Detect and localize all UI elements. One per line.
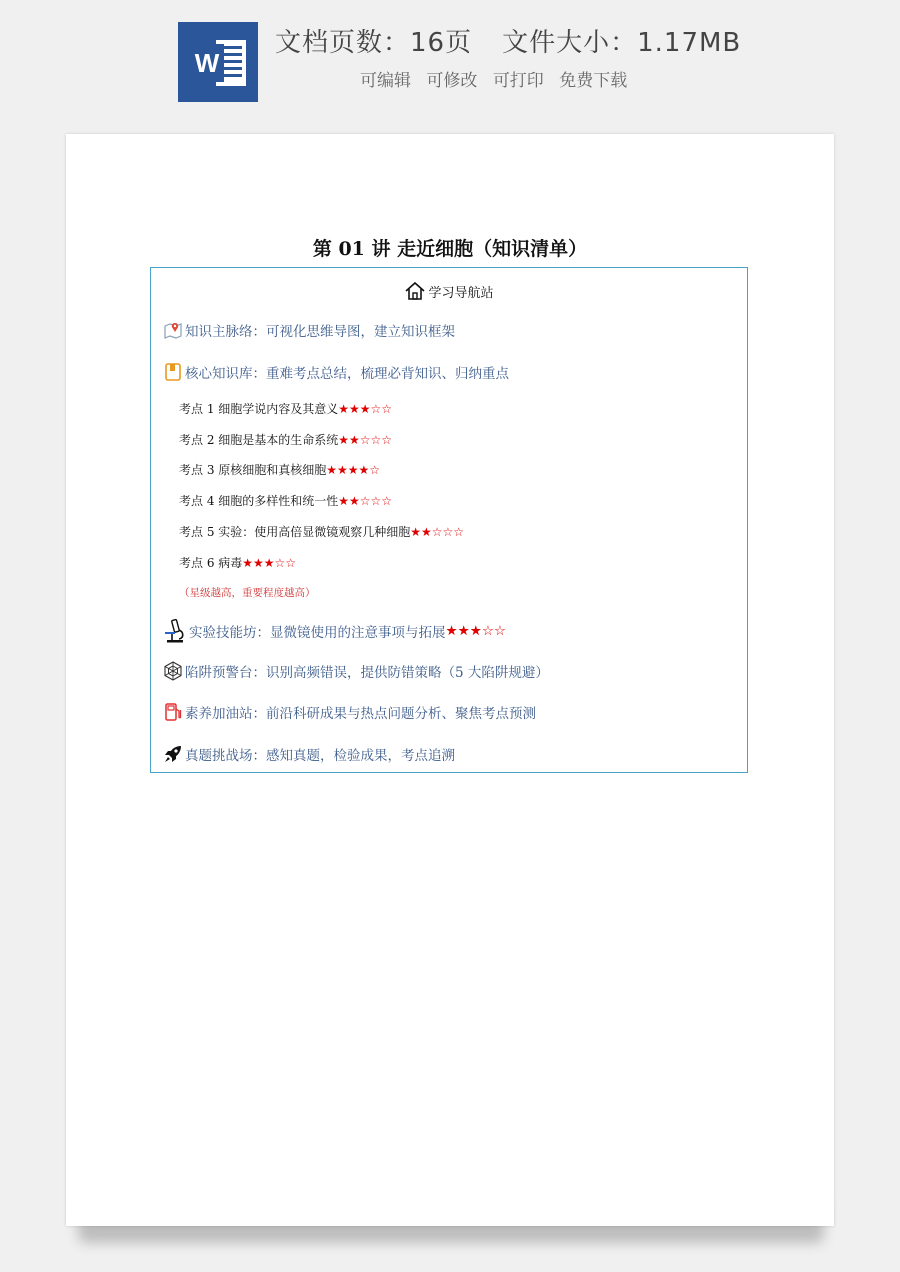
keypoint-text: 考点 3 原核细胞和真核细胞	[179, 463, 327, 477]
navigation-box	[150, 267, 748, 773]
keypoint-5	[179, 523, 464, 540]
mindmap-desc: 可视化思维导图，建立知识框架	[266, 324, 455, 340]
rating-stars-empty: ☆☆☆	[359, 493, 393, 508]
feature-free-download: 免费下载	[559, 71, 628, 91]
web-icon	[163, 661, 183, 681]
keypoint-3	[179, 461, 380, 478]
nav-title: 学习导航站	[428, 285, 494, 301]
rating-stars-filled: ★★	[338, 493, 360, 508]
fuel-icon	[163, 702, 183, 722]
literacy-desc: 前沿科研成果与热点问题分析、聚焦考点预测	[266, 706, 536, 722]
keypoint-2	[179, 431, 392, 448]
mindmap-label: 知识主脉络：	[185, 324, 266, 340]
word-icon	[178, 22, 258, 102]
rocket-icon	[163, 744, 183, 764]
exam-label: 真题挑战场：	[185, 748, 266, 764]
microscope-icon	[163, 618, 187, 644]
document-title: 第 01 讲 走近细胞（知识清单）	[312, 238, 588, 260]
rating-stars-empty: ☆☆	[370, 401, 393, 416]
keypoint-text: 考点 1 细胞学说内容及其意义	[179, 402, 339, 416]
map-pin-icon	[163, 320, 183, 340]
home-icon	[404, 281, 426, 301]
keypoint-text: 考点 2 细胞是基本的生命系统	[179, 433, 339, 447]
exam-desc: 感知真题，检验成果，考点追溯	[266, 748, 455, 764]
feature-editable: 可编辑	[360, 71, 411, 91]
file-meta	[275, 22, 835, 58]
document-page	[66, 134, 834, 1226]
lab-label: 实验技能坊：	[189, 625, 270, 641]
rating-stars-empty: ☆	[369, 462, 381, 477]
keypoint-text: 考点 4 细胞的多样性和统一性	[179, 494, 339, 508]
star-note: （星级越高，重要程度越高）	[179, 587, 316, 599]
keypoint-4	[179, 492, 392, 509]
keypoint-1	[179, 400, 392, 417]
rating-stars-empty: ☆☆☆	[359, 432, 393, 447]
page-count: 文档页数：16页	[275, 28, 473, 58]
lab-desc: 显微镜使用的注意事项与拓展	[270, 625, 446, 641]
rating-stars-empty: ☆☆	[481, 623, 507, 639]
rating-stars-empty: ☆☆	[274, 555, 297, 570]
literacy-label: 素养加油站：	[185, 706, 266, 722]
feature-modifiable: 可修改	[426, 71, 478, 91]
core-label: 核心知识库：	[185, 366, 266, 382]
keypoint-text: 考点 5 实验：使用高倍显微镜观察几种细胞	[179, 525, 411, 539]
section-lab	[163, 618, 506, 644]
feature-list	[360, 66, 637, 90]
core-desc: 重难考点总结，梳理必背知识、归纳重点	[266, 366, 509, 382]
book-icon	[163, 362, 183, 382]
section-core	[163, 362, 509, 382]
rating-stars-filled: ★★★	[445, 623, 482, 639]
rating-stars-empty: ☆☆☆	[431, 524, 465, 539]
trap-label: 陷阱预警台：	[185, 665, 266, 681]
rating-stars-filled: ★★★	[242, 555, 275, 570]
keypoint-text: 考点 6 病毒	[179, 556, 243, 570]
svg-text:W: W	[194, 48, 220, 78]
section-mindmap	[163, 320, 455, 340]
rating-stars-filled: ★★★	[338, 401, 371, 416]
section-literacy	[163, 702, 536, 722]
nav-heading	[151, 278, 747, 304]
file-size: 文件大小：1.17MB	[502, 28, 742, 58]
rating-stars-filled: ★★★★	[326, 462, 370, 477]
section-exam	[163, 744, 455, 764]
download-header	[0, 0, 900, 120]
rating-stars-filled: ★★	[410, 524, 432, 539]
trap-desc: 识别高频错误，提供防错策略（5 大陷阱规避）	[266, 665, 549, 681]
section-trap	[163, 661, 549, 681]
rating-stars-filled: ★★	[338, 432, 360, 447]
feature-printable: 可打印	[492, 71, 544, 91]
keypoint-6	[179, 554, 296, 571]
